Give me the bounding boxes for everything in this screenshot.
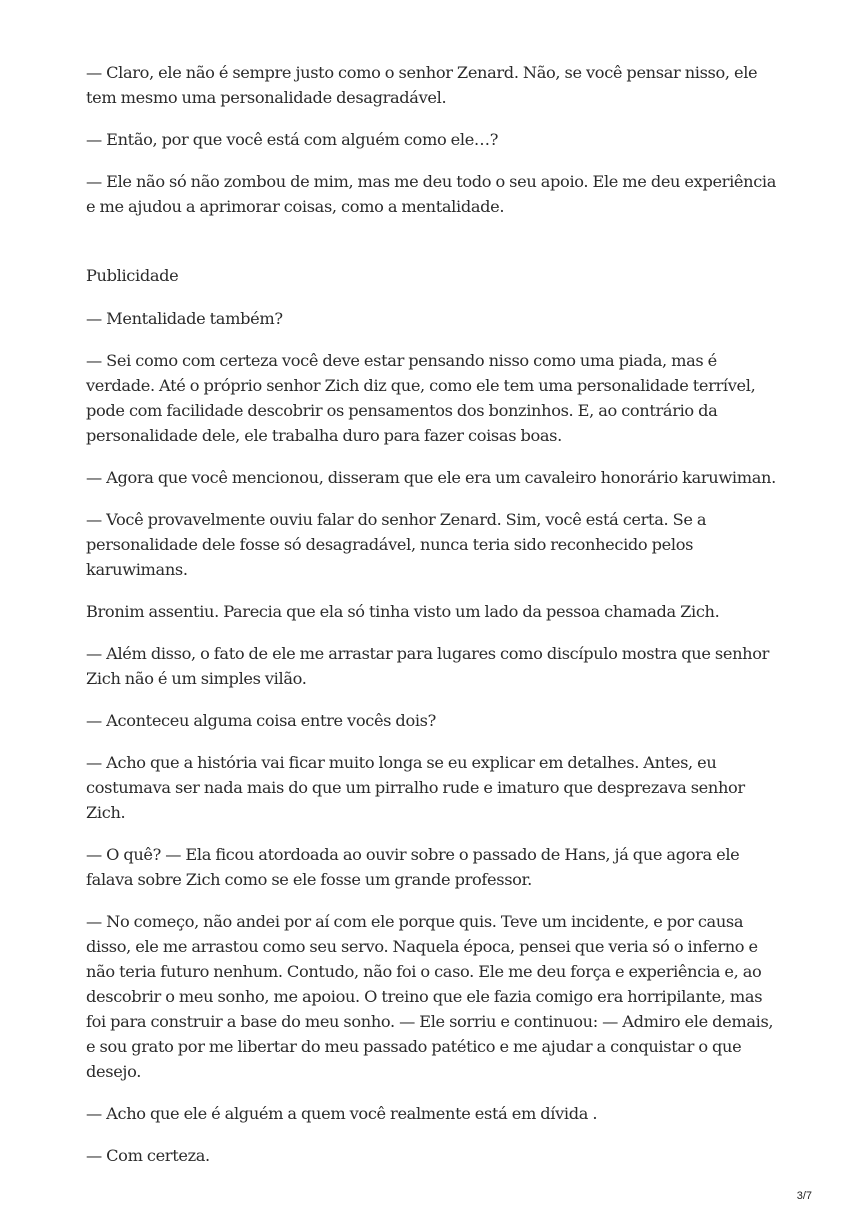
paragraph: — Sei como com certeza você deve estar pensando nisso como uma piada, mas é verdade. Até o próprio senhor Zich diz que, como ele tem uma personalidade terrível, pode com facilidade descobrir os pensamentos dos bonzinhos. E, ao contrário da personalidade dele, ele trabalha duro para fazer coisas boas.: [86, 351, 756, 445]
paragraph: — Acho que a história vai ficar muito longa se eu explicar em detalhes. Antes, eu costumava ser nada mais do que um pirralho rude e imaturo que desprezava senhor Zich.: [86, 753, 745, 822]
paragraph: Bronim assentiu. Parecia que ela só tinha visto um lado da pessoa chamada Zich.: [86, 602, 720, 621]
paragraph: — Então, por que você está com alguém como ele…?: [86, 130, 499, 149]
paragraph: — Mentalidade também?: [86, 309, 283, 328]
advertisement-label: Publicidade: [86, 266, 179, 285]
page-number: 3/7: [796, 1190, 812, 1202]
paragraph: — Acho que ele é alguém a quem você realmente está em dívida .: [86, 1104, 598, 1123]
paragraph: — Aconteceu alguma coisa entre vocês dois?: [86, 711, 436, 730]
paragraph: — Você provavelmente ouviu falar do senhor Zenard. Sim, você está certa. Se a personalidade dele fosse só desagradável, nunca teria sido reconhecido pelos karuwimans.: [86, 510, 707, 579]
paragraph: — O quê? — Ela ficou atordoada ao ouvir sobre o passado de Hans, já que agora ele falava sobre Zich como se ele fosse um grande professor.: [86, 845, 740, 889]
document-page: [86, 60, 782, 1185]
paragraph: — Com certeza.: [86, 1146, 210, 1165]
paragraph: — Agora que você mencionou, disseram que ele era um cavaleiro honorário karuwiman.: [86, 468, 776, 487]
paragraph: — No começo, não andei por aí com ele porque quis. Teve um incidente, e por causa disso, ele me arrastou como seu servo. Naquela época, pensei que veria só o inferno e não teria futuro nenhum. Contudo, não foi o caso. Ele me deu força e experiência e, ao descobrir o meu sonho, me apoiou. O treino que ele fazia comigo era horripilante, mas foi para construir a base do meu sonho. — Ele sorriu e continuou: — Admiro ele demais, e sou grato por me libertar do meu passado patético e me ajudar a conquistar o que desejo.: [86, 912, 774, 1081]
paragraph: — Ele não só não zombou de mim, mas me deu todo o seu apoio. Ele me deu experiência e me ajudou a aprimorar coisas, como a mentalidade.: [86, 172, 777, 216]
paragraph: — Além disso, o fato de ele me arrastar para lugares como discípulo mostra que senhor Zich não é um simples vilão.: [86, 644, 770, 688]
paragraph: — Claro, ele não é sempre justo como o senhor Zenard. Não, se você pensar nisso, ele tem mesmo uma personalidade desagradável.: [86, 63, 758, 107]
